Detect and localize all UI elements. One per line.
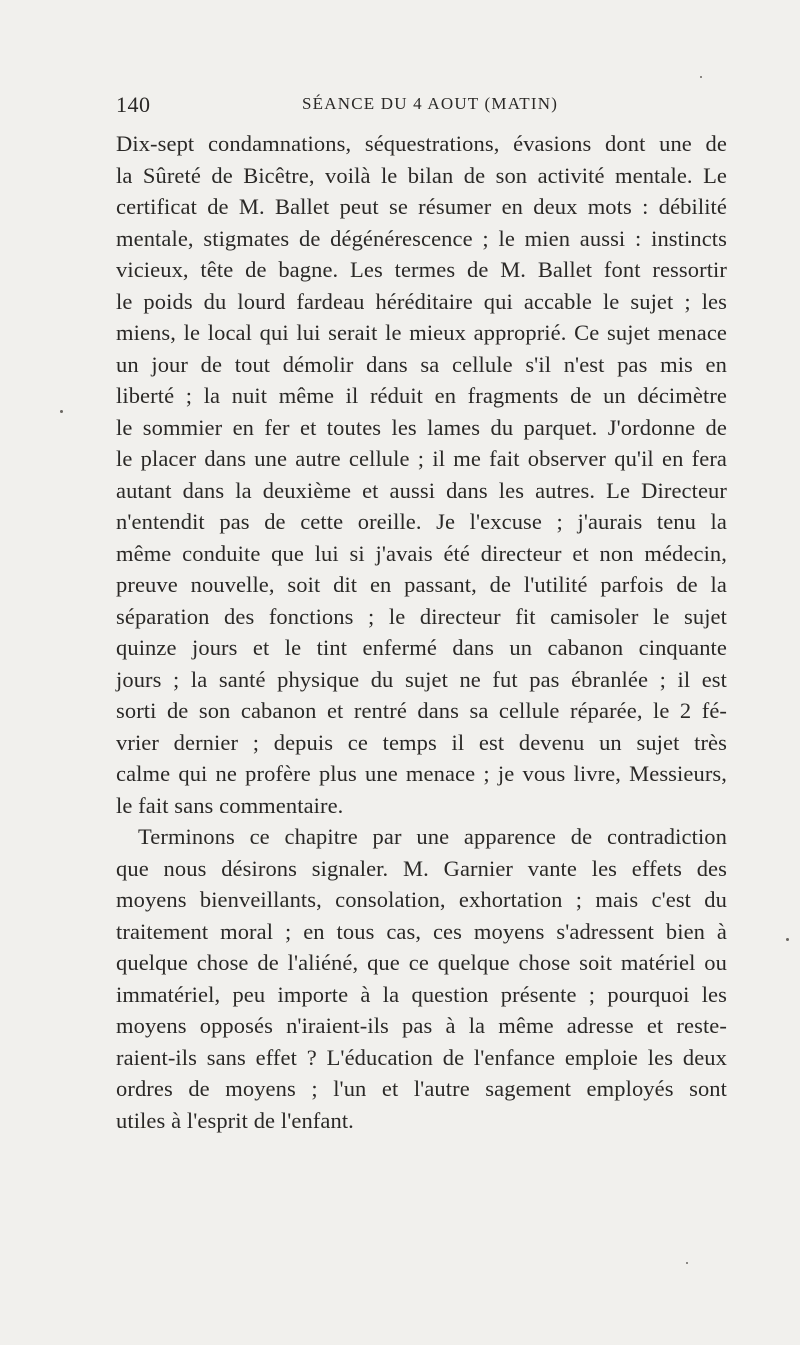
text-line: autant dans la deuxième et aussi dans les autres. Le Directeur [116, 477, 727, 503]
text-line: utiles à l'esprit de l'enfant. [116, 1107, 354, 1133]
text-line: même conduite que lui si j'avais été directeur et non médecin, [116, 540, 727, 566]
text-line-paragraph-start: Terminons ce chapitre par une apparence de contradiction [138, 824, 727, 849]
paper-speck [700, 76, 702, 78]
text-line: séparation des fonctions ; le directeur fit camisoler le sujet [116, 603, 727, 629]
text-line: que nous désirons signaler. M. Garnier vante les effets des [116, 855, 727, 881]
text-line: jours ; la santé physique du sujet ne fut pas ébranlée ; il est [116, 666, 727, 692]
text-line: n'entendit pas de cette oreille. Je l'excuse ; j'aurais tenu la [116, 509, 727, 534]
text-line: preuve nouvelle, soit dit en passant, de l'utilité parfois de la [116, 572, 727, 597]
page-header [116, 92, 726, 122]
text-line: le placer dans une autre cellule ; il me fait observer qu'il en fera [116, 446, 727, 471]
text-line: vrier dernier ; depuis ce temps il est devenu un sujet très [116, 729, 727, 755]
text-line: moyens bienveillants, consolation, exhortation ; mais c'est du [116, 887, 727, 912]
text-line: calme qui ne profère plus une menace ; je vous livre, Messieurs, [116, 761, 727, 786]
text-line: la Sûreté de Bicêtre, voilà le bilan de son activité mentale. Le [116, 162, 727, 188]
text-line: miens, le local qui lui serait le mieux approprié. Ce sujet menace [116, 320, 727, 345]
paper-speck [786, 938, 789, 941]
text-line: immatériel, peu importe à la question présente ; pourquoi les [116, 981, 727, 1007]
page-number: 140 [116, 92, 151, 117]
text-line: traitement moral ; en tous cas, ces moyens s'adressent bien à [116, 918, 727, 944]
text-line: raient-ils sans effet ? L'éducation de l'enfance emploie les deux [116, 1044, 727, 1070]
text-line: liberté ; la nuit même il réduit en fragments de un décimètre [116, 383, 727, 408]
text-line: quinze jours et le tint enfermé dans un cabanon cinquante [116, 635, 727, 660]
text-line: un jour de tout démolir dans sa cellule s'il n'est pas mis en [116, 351, 727, 377]
text-line: quelque chose de l'aliéné, que ce quelque chose soit matériel ou [116, 950, 727, 975]
text-line: moyens opposés n'iraient-ils pas à la même adresse et reste- [116, 1013, 727, 1038]
text-line: ordres de moyens ; l'un et l'autre sagement employés sont [116, 1076, 727, 1101]
text-line: mentale, stigmates de dégénérescence ; le mien aussi : instincts [116, 225, 727, 251]
text-line: le poids du lourd fardeau héréditaire qui accable le sujet ; les [116, 288, 727, 314]
text-line: Dix-sept condamnations, séquestrations, évasions dont une de [116, 131, 727, 156]
text-line: le fait sans commentaire. [116, 792, 344, 818]
text-line: sorti de son cabanon et rentré dans sa cellule réparée, le 2 fé- [116, 698, 727, 723]
body-text [116, 128, 727, 1136]
running-title: SÉANCE DU 4 AOUT (MATIN) [302, 94, 559, 113]
text-line: le sommier en fer et toutes les lames du parquet. J'ordonne de [116, 414, 727, 440]
paper-speck [686, 1262, 688, 1264]
text-line: vicieux, tête de bagne. Les termes de M. Ballet font ressortir [116, 257, 727, 282]
text-line: certificat de M. Ballet peut se résumer en deux mots : débilité [116, 194, 727, 219]
paper-speck [60, 410, 63, 413]
